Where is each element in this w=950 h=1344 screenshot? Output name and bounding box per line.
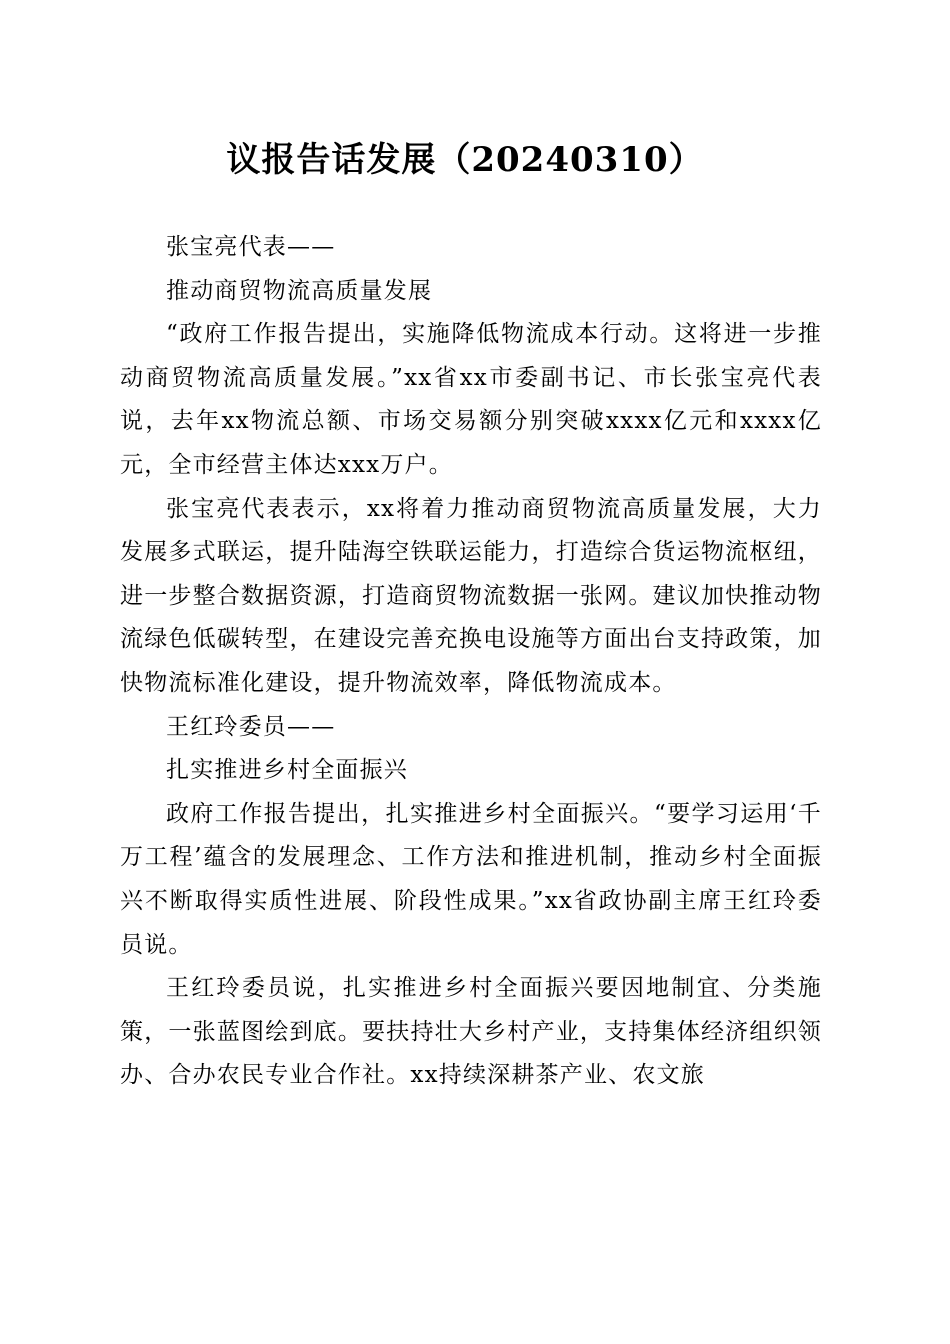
- paragraph: 政府工作报告提出，扎实推进乡村全面振兴。“要学习运用‘千万工程’蕴含的发展理念、工作方法和推进机制，推动乡村全面振兴不断取得实质性进展、阶段性成果。”xx省政协副主席王红玲委员说。: [120, 800, 822, 958]
- document-title: 议报告话发展（20240310）: [226, 140, 704, 180]
- section-subtitle-logistics: 推动商贸物流高质量发展: [166, 277, 433, 304]
- paragraph: 张宝亮代表表示，xx将着力推动商贸物流高质量发展，大力发展多式联运，提升陆海空铁联运能力，打造综合货运物流枢纽，进一步整合数据资源，打造商贸物流数据一张网。建议加快推动物流绿色低碳转型，在建设完善充换电设施等方面出台支持政策，加快物流标准化建设，提升物流效率，降低物流成本。: [120, 495, 822, 696]
- speaker-heading-zhang: 张宝亮代表——: [166, 234, 336, 260]
- section-subtitle-rural: 扎实推进乡村全面振兴: [166, 757, 408, 784]
- document-body: [120, 226, 822, 1098]
- paragraph: 王红玲委员说，扎实推进乡村全面振兴要因地制宜、分类施策，一张蓝图绘到底。要扶持壮大乡村产业，支持集体经济组织领办、合办农民专业合作社。xx持续深耕茶产业、农文旅: [120, 975, 822, 1089]
- paragraph: “政府工作报告提出，实施降低物流成本行动。这将进一步推动商贸物流高质量发展。”xx省xx市委副书记、市长张宝亮代表说，去年xx物流总额、市场交易额分别突破xxxx亿元和xxxx亿元，全市经营主体达xxx万户。: [120, 321, 822, 478]
- speaker-heading-wang: 王红玲委员——: [166, 713, 336, 740]
